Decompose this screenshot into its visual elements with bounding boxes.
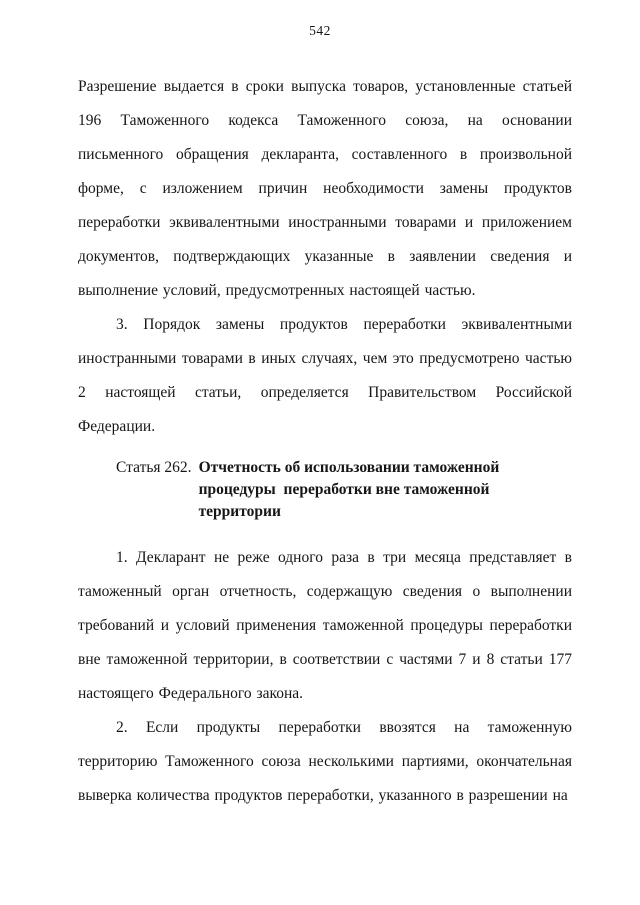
paragraph-point-3: 3. Порядок замены продуктов переработки эквивалентными иностранными товарами в иных случаях, чем это предусмотрено частью 2 настоящей статьи, определяется Правительством Российской Федерации. bbox=[78, 316, 572, 435]
paragraph-point-1: 1. Декларант не реже одного раза в три месяца представляет в таможенный орган отчетность, содержащую сведения о выполнении требований и условий применения таможенной процедуры переработки вне таможенной территории, в соответствии с частями 7 и 8 статьи 177 настоящего Федерального закона. bbox=[78, 549, 572, 702]
article-number-label: Статья 262. bbox=[116, 459, 192, 476]
paragraph-continuation: Разрешение выдается в сроки выпуска товаров, установленные статьей 196 Таможенного кодекса Таможенного союза, на основании письменного обращения декларанта, составленного в произвольной форме, с изложением причин необходимости замены продуктов переработки эквивалентными иностранными товарами и приложением документов, подтверждающих указанные в заявлении сведения и выполнение условий, предусмотренных настоящей частью. bbox=[78, 78, 572, 299]
article-title-line-2: процедуры переработки вне таможенной территории bbox=[198, 481, 494, 520]
article-title bbox=[199, 457, 572, 523]
page-number: 542 bbox=[309, 23, 331, 38]
paragraph-point-2: 2. Если продукты переработки ввозятся на таможенную территорию Таможенного союза несколькими партиями, окончательная выверка количества продуктов переработки, указанного в разрешении на bbox=[78, 719, 572, 804]
article-heading bbox=[116, 457, 572, 523]
page-content bbox=[78, 70, 572, 813]
article-title-line-1: Отчетность об использовании таможенной bbox=[198, 459, 500, 476]
